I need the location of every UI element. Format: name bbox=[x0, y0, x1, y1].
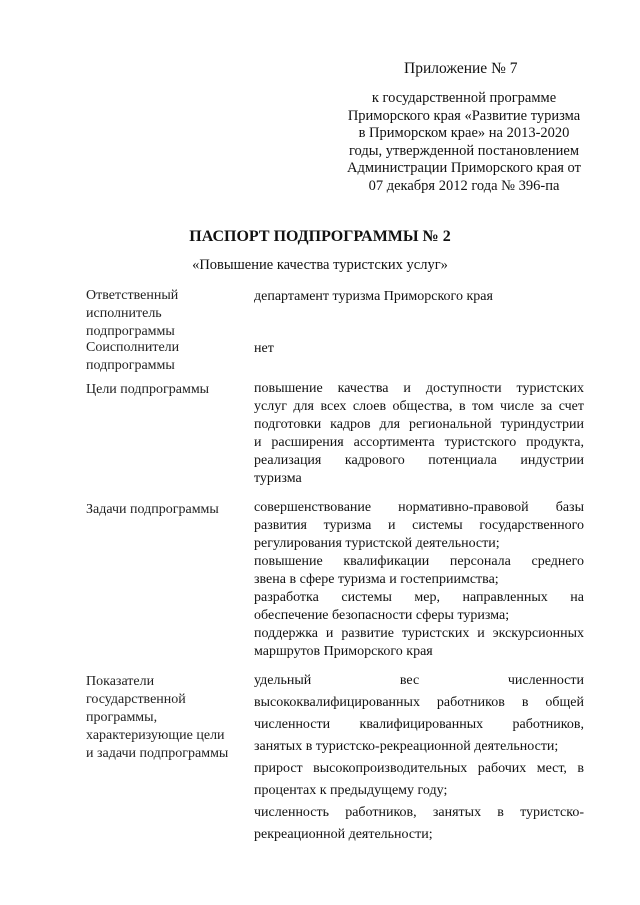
appendix-line: к государственной программе bbox=[371, 90, 557, 106]
value-line: процентах к предыдущему году; bbox=[254, 783, 448, 798]
value-line: обеспечение безопасности сферы туризма; bbox=[254, 608, 510, 623]
label-line: и задачи подпрограммы bbox=[86, 746, 229, 761]
value-line: численности квалифицированных работников, bbox=[254, 717, 584, 732]
appendix-line: годы, утвержденной постановлением bbox=[348, 142, 580, 159]
row-label-tasks bbox=[86, 501, 246, 519]
value-line: и расширения ассортимента туристского продукта, bbox=[254, 435, 584, 450]
appendix-line: Приморского края «Развитие туризма bbox=[347, 107, 581, 124]
label-line: Ответственный bbox=[86, 288, 179, 303]
page-subtitle: «Повышение качества туристских услуг» bbox=[192, 257, 448, 273]
label-line: программы, bbox=[86, 710, 158, 725]
appendix-reference bbox=[336, 90, 592, 195]
row-label-goals bbox=[86, 381, 246, 399]
value-line: занятых в туристско-рекреационной деятельности; bbox=[254, 739, 559, 754]
label-line: Задачи подпрограммы bbox=[86, 502, 219, 517]
label-line: Цели подпрограммы bbox=[86, 382, 210, 397]
value-line: совершенствование нормативно-правовой базы bbox=[254, 500, 584, 515]
page-title: ПАСПОРТ ПОДПРОГРАММЫ № 2 bbox=[189, 228, 451, 245]
value-line: услуг для всех слоев общества, в том числе за счет bbox=[254, 399, 584, 414]
row-value-goals bbox=[254, 380, 584, 488]
appendix-title: Приложение № 7 bbox=[404, 60, 518, 77]
label-line: Соисполнители bbox=[86, 340, 180, 355]
value-line: прирост высокопроизводительных рабочих мест, в bbox=[254, 761, 584, 776]
row-label-indicators bbox=[86, 673, 246, 763]
value-line: повышение качества и доступности туристских bbox=[254, 381, 584, 396]
label-line: подпрограммы bbox=[86, 324, 175, 339]
row-value-responsible bbox=[254, 288, 584, 306]
label-line: государственной bbox=[86, 692, 186, 707]
row-label-coexecutors bbox=[86, 339, 246, 375]
label-line: характеризующие цели bbox=[86, 728, 225, 743]
value-line: высококвалифицированных работников в общей bbox=[254, 695, 584, 710]
value-line: численность работников, занятых в туристско- bbox=[254, 805, 584, 820]
row-value-coexecutors bbox=[254, 340, 584, 358]
value-line: реализация кадрового потенциала индустрии bbox=[254, 453, 584, 468]
value-line: подготовки кадров для региональной туриндустрии bbox=[254, 417, 584, 432]
value-line: удельный вес численности bbox=[254, 673, 584, 688]
appendix-line: 07 декабря 2012 года № 396-па bbox=[368, 177, 560, 194]
value-line: разработка системы мер, направленных на bbox=[254, 590, 584, 605]
value-line: нет bbox=[254, 341, 274, 356]
value-line: департамент туризма Приморского края bbox=[254, 289, 493, 304]
label-line: подпрограммы bbox=[86, 358, 175, 373]
value-line: повышение квалификации персонала среднего bbox=[254, 554, 584, 569]
value-line: рекреационной деятельности; bbox=[254, 827, 433, 842]
row-value-indicators bbox=[254, 670, 584, 846]
value-line: регулирования туристской деятельности; bbox=[254, 536, 500, 551]
row-label-responsible bbox=[86, 287, 246, 341]
appendix-line: Администрации Приморского края от bbox=[347, 160, 581, 176]
label-line: Показатели bbox=[86, 674, 155, 689]
appendix-line: в Приморском крае» на 2013-2020 bbox=[358, 125, 570, 141]
value-line: развития туризма и системы государственного bbox=[254, 518, 584, 533]
value-line: туризма bbox=[254, 471, 302, 486]
label-line: исполнитель bbox=[86, 306, 162, 321]
row-value-tasks bbox=[254, 499, 584, 661]
value-line: звена в сфере туризма и гостеприимства; bbox=[254, 572, 499, 587]
value-line: поддержка и развитие туристских и экскурсионных bbox=[254, 626, 584, 641]
value-line: маршрутов Приморского края bbox=[254, 644, 433, 659]
